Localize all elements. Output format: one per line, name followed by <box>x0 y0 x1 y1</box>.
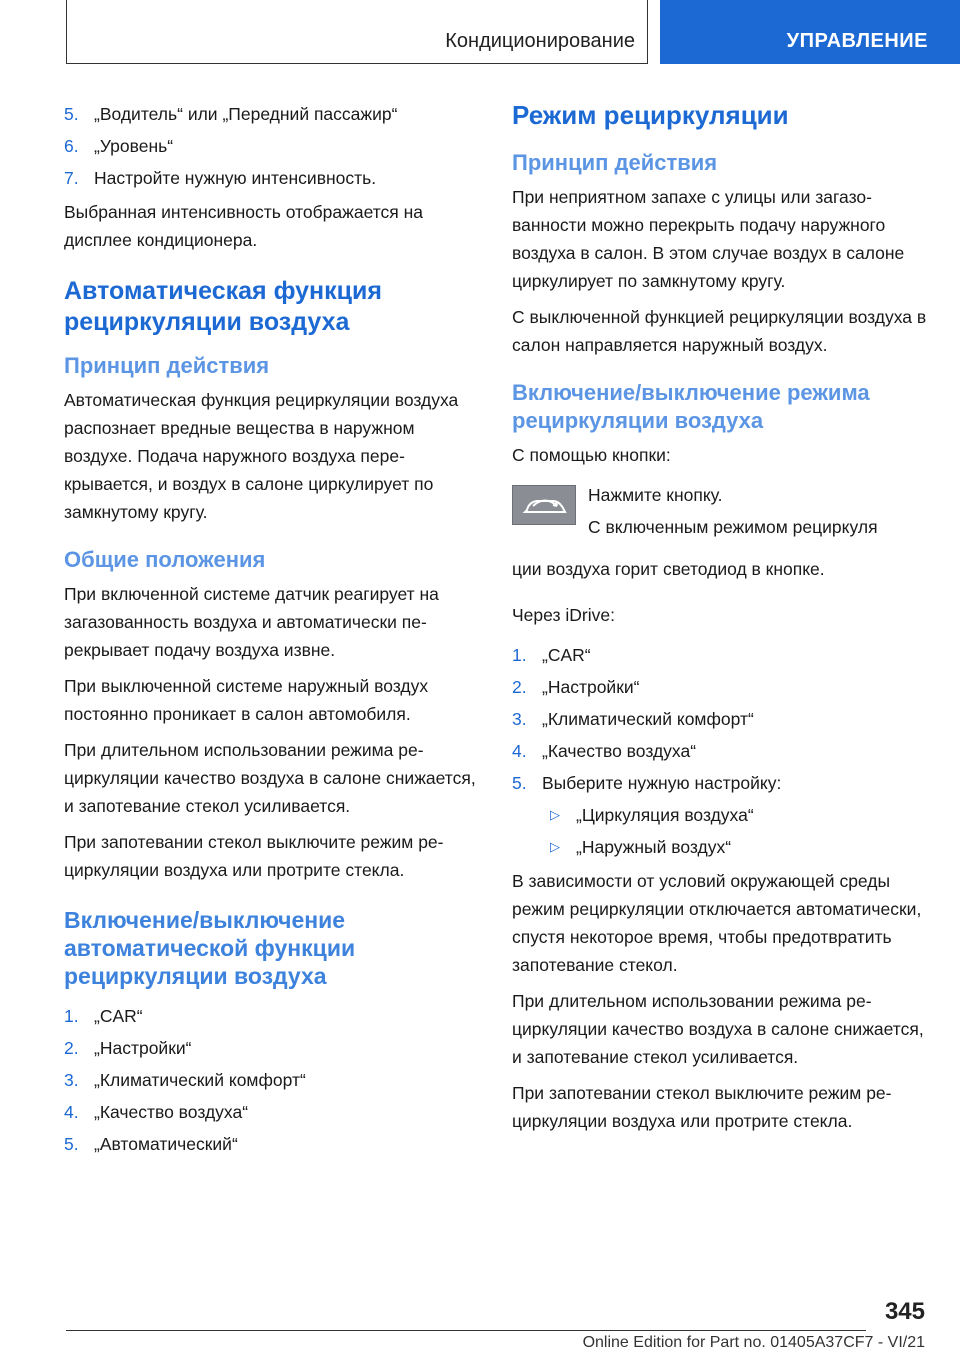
auto-off-paragraph: В зависимости от условий окружающей среды режим рециркуляции отключается автоматически, спустя некоторое время, чтобы предотвратить запотевание стекол. <box>512 871 922 975</box>
button-press-instruction: Нажмите кнопку. <box>588 485 723 505</box>
long-use-paragraph: При длительном использовании режима рециркуляции качество воздуха в салоне снижается, и запотевание стекол усиливается. <box>512 991 924 1067</box>
list-item: 2. „Настройки“ <box>64 1038 192 1058</box>
button-led-note-line1: С включенным режимом рециркуля <box>588 517 878 537</box>
principle-heading-left: Принцип действия <box>64 353 270 378</box>
recirc-mode-heading: Режим рециркуляции <box>512 100 789 130</box>
general-paragraph: При длительном использовании режима рециркуляции качество воздуха в салоне снижается, и запотевание стекол усиливается. <box>64 740 476 816</box>
list-item: 1. „CAR“ <box>64 1006 143 1026</box>
recirculation-button-icon <box>512 485 576 525</box>
header-chapter-tab <box>660 0 960 64</box>
principle-text-right: При неприятном запахе с улицы или загазованности можно перекрыть подачу наружного воздуха в салон. В этом случае воздух в салоне циркулирует по замкнутому кругу. <box>512 187 905 291</box>
list-item: 5. „Водитель“ или „Передний пассажир“ <box>64 104 398 124</box>
fogging-paragraph: При запотевании стекол выключите режим рециркуляции воздуха или протрите стекла. <box>512 1083 892 1131</box>
general-paragraph: При выключенной системе наружный воздух постоянно проникает в салон автомобиля. <box>64 676 429 724</box>
intensity-note: Выбранная интенсивность отображается на дисплее кондиционера. <box>64 202 424 250</box>
header-section-title: Кондиционирование <box>445 30 635 52</box>
header-chapter-title: УПРАВЛЕНИЕ <box>786 30 928 52</box>
mode-onoff-heading: Включение/выключение режима рециркуляции воздуха <box>512 380 870 433</box>
list-item: 4. „Качество воздуха“ <box>512 741 697 761</box>
list-item: 7. Настройте нужную интенсивность. <box>64 168 377 188</box>
list-item: 5. „Автоматический“ <box>64 1134 238 1154</box>
setting-options <box>512 801 932 861</box>
auto-onoff-steps <box>64 1002 484 1158</box>
button-led-note-line2: ции воздуха горит светодиод в кнопке. <box>512 559 825 579</box>
recirc-button-instruction <box>512 481 932 559</box>
principle-text-right: С выключенной функцией рециркуляции воздуха в салон направляется наружный воздух. <box>512 307 927 355</box>
principle-text-left: Автоматическая функция рециркуляции воздуха распознает вредные вещества в наружном воздухе. Подача наружного воздуха перекрывается, и воздух в салоне циркулирует по замкнутому кругу. <box>64 390 459 522</box>
general-paragraph: При запотевании стекол выключите режим рециркуляции воздуха или протрите стекла. <box>64 832 444 880</box>
header-section-box <box>66 0 648 64</box>
idrive-intro: Через iDrive: <box>512 605 615 625</box>
auto-recirc-heading: Автоматическая функция рециркуляции воздуха <box>64 277 382 336</box>
idrive-steps <box>512 641 932 797</box>
list-item: ▷ „Наружный воздух“ <box>550 837 732 857</box>
list-item: 3. „Климатический комфорт“ <box>512 709 754 729</box>
list-item: 1. „CAR“ <box>512 645 591 665</box>
list-item: 2. „Настройки“ <box>512 677 640 697</box>
list-item: 3. „Климатический комфорт“ <box>64 1070 306 1090</box>
footer-divider <box>66 1330 866 1331</box>
general-heading: Общие положения <box>64 547 266 572</box>
button-intro: С помощью кнопки: <box>512 445 671 465</box>
left-column <box>64 100 484 1164</box>
list-item: 4. „Качество воздуха“ <box>64 1102 249 1122</box>
right-column <box>512 100 932 1143</box>
general-paragraph: При включенной системе датчик реагирует на загазованность воздуха и автоматически перекрывает подачу воздуха извне. <box>64 584 439 660</box>
principle-heading-right: Принцип действия <box>512 150 718 175</box>
list-item: 5. Выберите нужную настройку: <box>512 773 782 793</box>
footer-edition: Online Edition for Part no. 01405A37CF7 - VI/21 <box>582 1334 925 1351</box>
list-item: 6. „Уровень“ <box>64 136 174 156</box>
auto-onoff-heading: Включение/выключение автоматической функции рециркуляции воздуха <box>64 907 356 989</box>
page-number: 345 <box>884 1298 925 1325</box>
top-steps-list <box>64 100 484 192</box>
list-item: ▷ „Циркуляция воздуха“ <box>550 805 754 825</box>
